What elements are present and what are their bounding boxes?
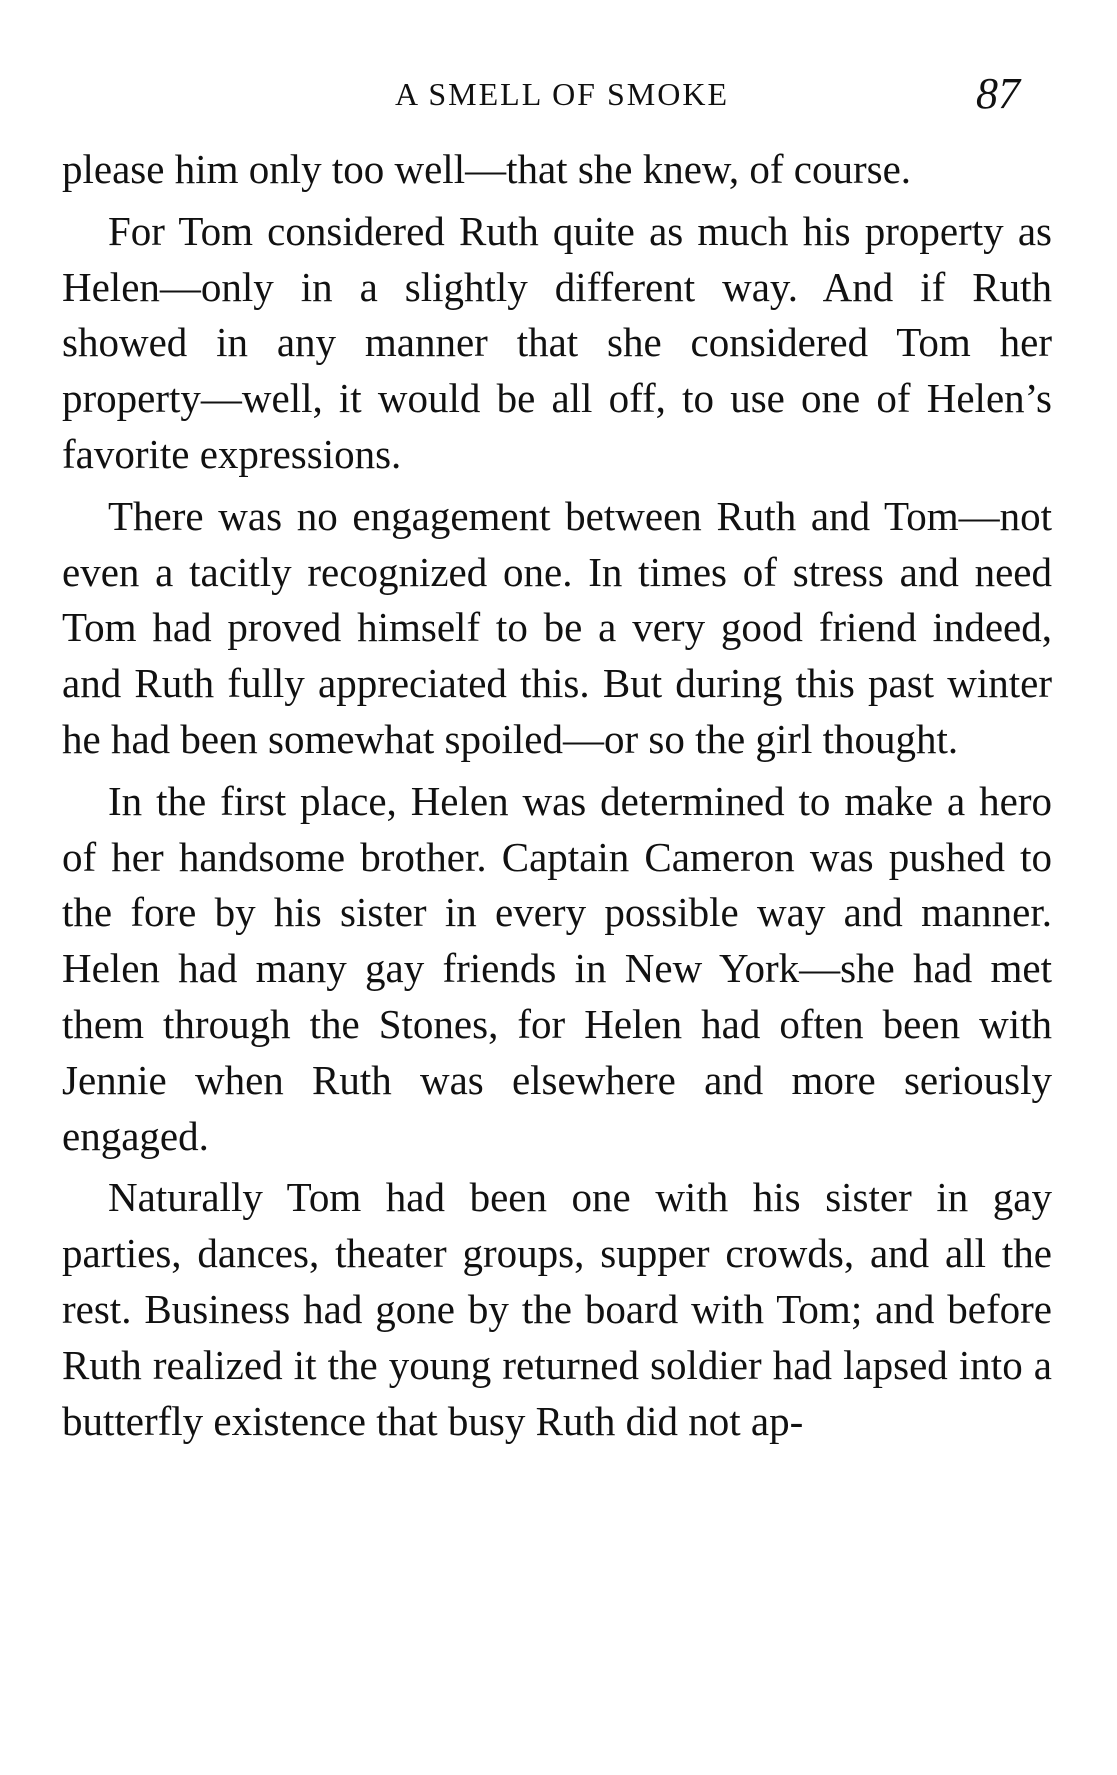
paragraph: There was no engagement between Ruth and Tom—not even a tacitly recognized one. In times of stress and need Tom had proved himself to be a very good friend indeed, and Ruth fully appreciated this. But during this past winter he had been somewhat spoiled—or so the girl thought. (62, 492, 1052, 762)
paragraph: Naturally Tom had been one with his sister in gay parties, dances, theater groups, supper crowds, and all the rest. Business had gone by the board with Tom; and before Ruth realized it the young returned soldier had lapsed into a butterfly existence that busy Ruth did not ap- (62, 1174, 1052, 1444)
paragraph: In the first place, Helen was determined to make a hero of her handsome brother. Captain Cameron was pushed to the fore by his sister in every possible way and manner. Helen had many gay friends in New York—she had met them through the Stones, for Helen had often been with Jennie when Ruth was elsewhere and more seriously engaged. (62, 777, 1052, 1159)
running-head (62, 68, 1062, 118)
running-title: A SMELL OF SMOKE (395, 76, 729, 112)
body-text (62, 142, 1052, 1455)
paragraph-continued: please him only too well—that she knew, of course. (62, 146, 912, 192)
book-page (62, 0, 1062, 1775)
paragraph: For Tom considered Ruth quite as much his property as Helen—only in a slightly different way. And if Ruth showed in any manner that she considered Tom her property—well, it would be all off, to use one of Helen’s favorite expressions. (62, 207, 1052, 477)
page-number: 87 (976, 69, 1020, 118)
